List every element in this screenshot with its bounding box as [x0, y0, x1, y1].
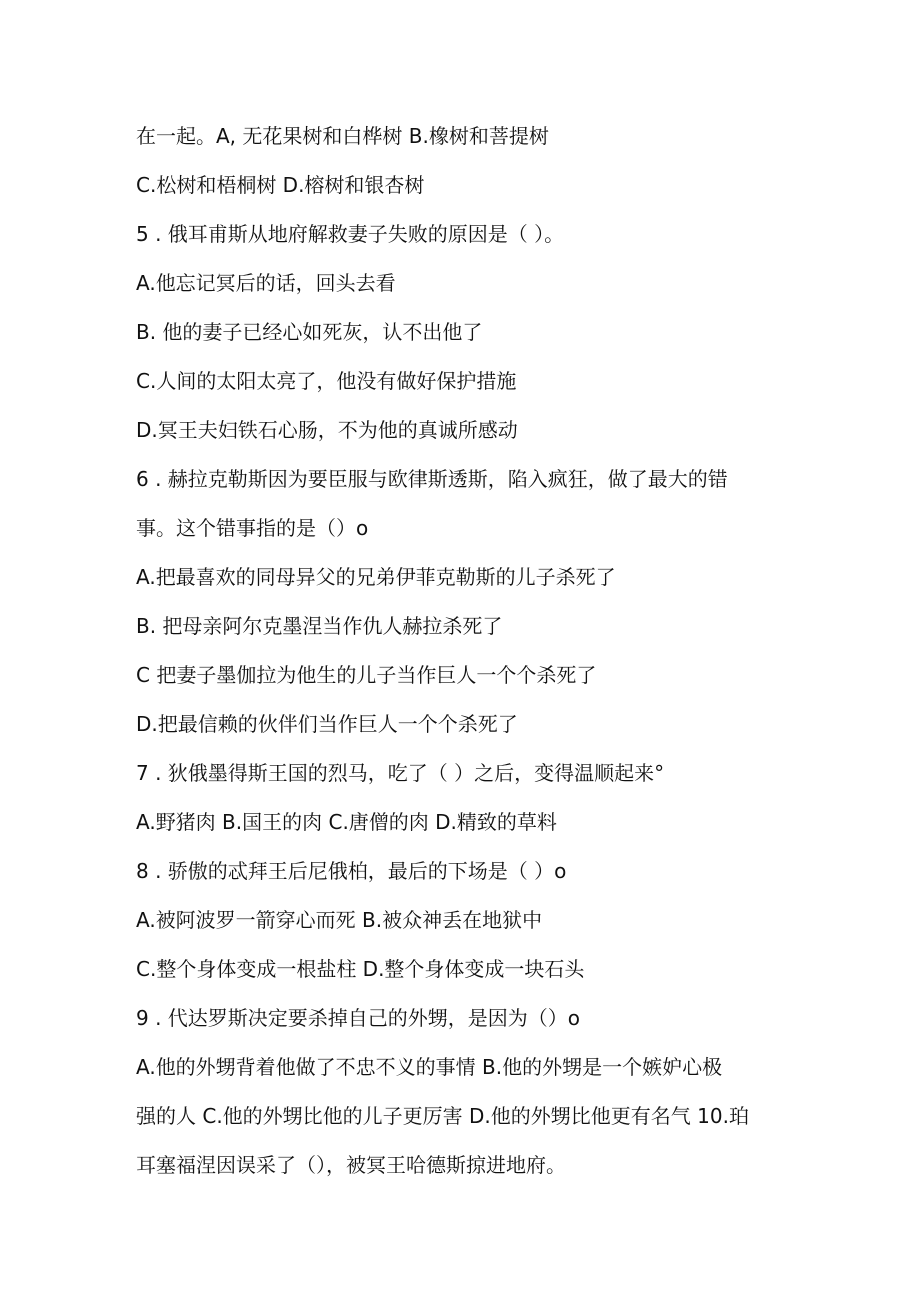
question-6-option-d: D.把最信赖的伙伴们当作巨人一个个杀死了: [136, 712, 518, 736]
question-6-option-b: B. 把母亲阿尔克墨涅当作仇人赫拉杀死了: [136, 614, 503, 638]
question-5-option-c: C.人间的太阳太亮了，他没有做好保护措施: [136, 369, 517, 393]
question-9-options-2: 强的人 C.他的外甥比他的儿子更厉害 D.他的外甥比他更有名气 10.珀: [136, 1104, 749, 1128]
question-5: 5 . 俄耳甫斯从地府解救妻子失败的原因是（ ）。: [136, 222, 565, 246]
question-7-options: A.野猪肉 B.国王的肉 C.唐僧的肉 D.精致的草料: [136, 810, 557, 834]
question-8: 8 . 骄傲的忒拜王后尼俄柏，最后的下场是（ ）o: [136, 859, 567, 883]
question-6-option-c: C 把妻子墨伽拉为他生的儿子当作巨人一个个杀死了: [136, 663, 597, 687]
question-6-option-a: A.把最喜欢的同母异父的兄弟伊菲克勒斯的儿子杀死了: [136, 565, 616, 589]
question-5-option-b: B. 他的妻子已经心如死灰，认不出他了: [136, 320, 483, 344]
text-line-continuation: 在一起。A, 无花果树和白桦树 B.橡树和菩提树: [136, 124, 549, 148]
question-6: 6 . 赫拉克勒斯因为要臣服与欧律斯透斯，陷入疯狂，做了最大的错: [136, 467, 728, 491]
question-5-option-d: D.冥王夫妇铁石心肠，不为他的真诚所感动: [136, 418, 518, 442]
question-10-continuation: 耳塞福涅因误采了（），被冥王哈德斯掠进地府。: [136, 1153, 566, 1177]
question-9-options-1: A.他的外甥背着他做了不忠不义的事情 B.他的外甥是一个嫉妒心极: [136, 1055, 723, 1079]
question-6-continuation: 事。这个错事指的是（）o: [136, 516, 369, 540]
question-text-block: [136, 112, 796, 1190]
question-8-options-ab: A.被阿波罗一箭穿心而死 B.被众神丢在地狱中: [136, 908, 543, 932]
question-9: 9 . 代达罗斯决定要杀掉自己的外甥，是因为（）o: [136, 1006, 581, 1030]
text-line-options-4: C.松树和梧桐树 D.榕树和银杏树: [136, 173, 425, 197]
question-8-options-cd: C.整个身体变成一根盐柱 D.整个身体变成一块石头: [136, 957, 585, 981]
question-5-option-a: A.他忘记冥后的话，回头去看: [136, 271, 396, 295]
question-7: 7 . 狄俄墨得斯王国的烈马，吃了（ ）之后，变得温顺起来°: [136, 761, 665, 785]
